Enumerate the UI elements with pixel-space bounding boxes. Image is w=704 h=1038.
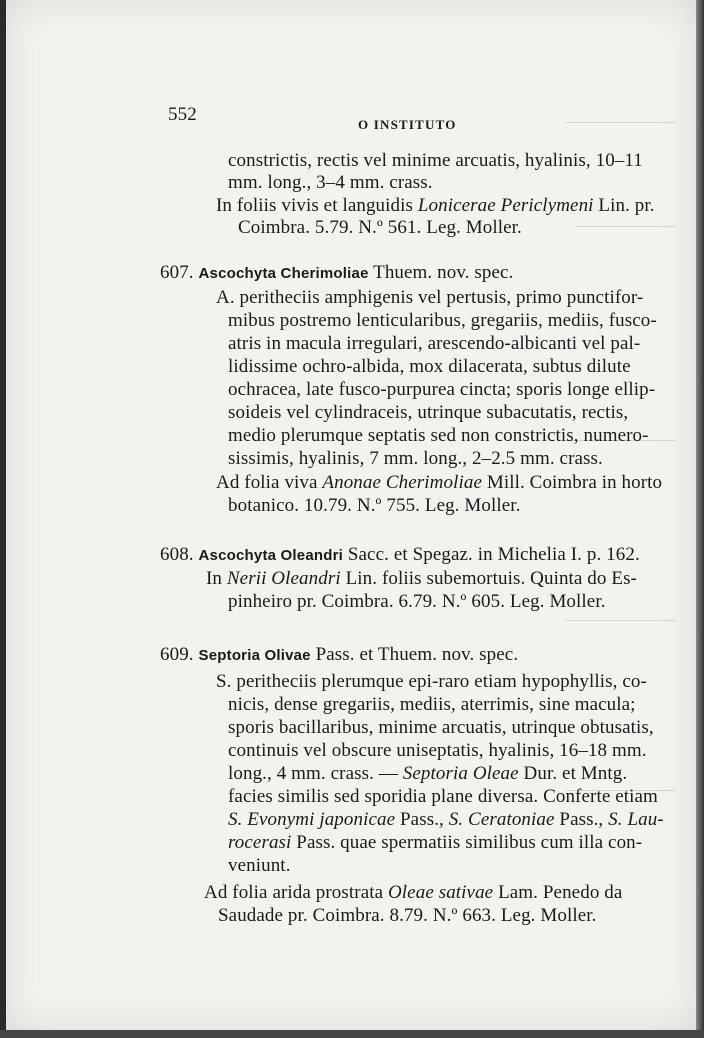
habitat-line: In Nerii Oleandri Lin. foliis subemortuis. Quinta do Es- — [206, 568, 637, 589]
page-edge-shadow — [696, 0, 704, 1038]
habitat-line: Ad folia viva Anonae Cherimoliae Mill. Coimbra in horto — [216, 472, 663, 493]
description-line: S. Evonymi japonicae Pass., S. Ceratoniae Pass., S. Lau- — [228, 809, 664, 830]
text-line: mm. long., 3–4 mm. crass. — [228, 172, 433, 193]
scan-border — [0, 1030, 704, 1038]
text-line: constrictis, rectis vel minime arcuatis, hyalinis, 10–11 — [228, 150, 643, 171]
authority: Sacc. et Spegaz. in Michelia I. p. 162. — [343, 544, 640, 565]
entry-heading — [160, 644, 518, 667]
description-line: facies similis sed sporidia plane diversa. Conferte etiam — [228, 786, 658, 807]
description-line: nicis, dense gregariis, mediis, aterrimis, sine macula; — [228, 694, 636, 715]
habitat-line: pinheiro pr. Coimbra. 6.79. N.º 605. Leg. Moller. — [228, 591, 606, 612]
entry-number: 607. — [160, 262, 194, 283]
authority: Thuem. nov. spec. — [368, 262, 514, 283]
habitat-line: Saudade pr. Coimbra. 8.79. N.º 663. Leg. Moller. — [218, 905, 597, 926]
entry-heading — [160, 262, 513, 285]
entry-heading — [160, 544, 640, 567]
bleed-through-mark — [566, 620, 676, 621]
description-line: long., 4 mm. crass. — Septoria Oleae Dur. et Mntg. — [228, 763, 628, 784]
description-line: rocerasi Pass. quae spermatiis similibus cum illa con- — [228, 832, 643, 853]
description-line: sissimis, hyalinis, 7 mm. long., 2–2.5 mm. crass. — [228, 448, 603, 469]
bleed-through-mark — [566, 122, 676, 123]
description-line: medio plerumque septatis sed non constrictis, numero- — [228, 425, 649, 446]
habitat-line: botanico. 10.79. N.º 755. Leg. Moller. — [228, 495, 521, 516]
description-line: continuis vel obscure uniseptatis, hyalinis, 16–18 mm. — [228, 740, 647, 761]
description-line: ochracea, late fusco-purpurea cincta; sporis longe ellip- — [228, 379, 656, 400]
entry-number: 609. — [160, 644, 194, 665]
book-page — [6, 0, 696, 1030]
species-name: Ascochyta Cherimoliae — [198, 265, 369, 282]
species-name: Septoria Olivae — [198, 647, 311, 664]
bleed-through-mark — [576, 226, 676, 227]
description-line: lidissime ochro-albida, mox dilacerata, subtus dilute — [228, 356, 631, 377]
description-line: soideis vel cylindraceis, utrinque subacutatis, rectis, — [228, 402, 629, 423]
description-line: sporis bacillaribus, minime arcuatis, utrinque obtusatis, — [228, 717, 654, 738]
description-line: mibus postremo lenticularibus, gregariis, mediis, fusco- — [228, 310, 657, 331]
page-number: 552 — [168, 104, 197, 125]
description-line: atris in macula irregulari, arescendo-albicanti vel pal- — [228, 333, 641, 354]
habitat-line: In foliis vivis et languidis Lonicerae Periclymeni Lin. pr. — [216, 195, 655, 216]
description-line: S. peritheciis plerumque epi-raro etiam hypophyllis, co- — [216, 671, 647, 692]
habitat-line: Coimbra. 5.79. N.º 561. Leg. Moller. — [238, 217, 522, 238]
species-name: Ascochyta Oleandri — [198, 547, 343, 564]
description-line: A. peritheciis amphigenis vel pertusis, primo punctifor- — [216, 287, 644, 308]
running-title: O INSTITUTO — [358, 117, 457, 132]
description-line: veniunt. — [228, 855, 291, 876]
habitat-line: Ad folia arida prostrata Oleae sativae Lam. Penedo da — [204, 882, 623, 903]
entry-number: 608. — [160, 544, 194, 565]
authority: Pass. et Thuem. nov. spec. — [310, 644, 519, 665]
